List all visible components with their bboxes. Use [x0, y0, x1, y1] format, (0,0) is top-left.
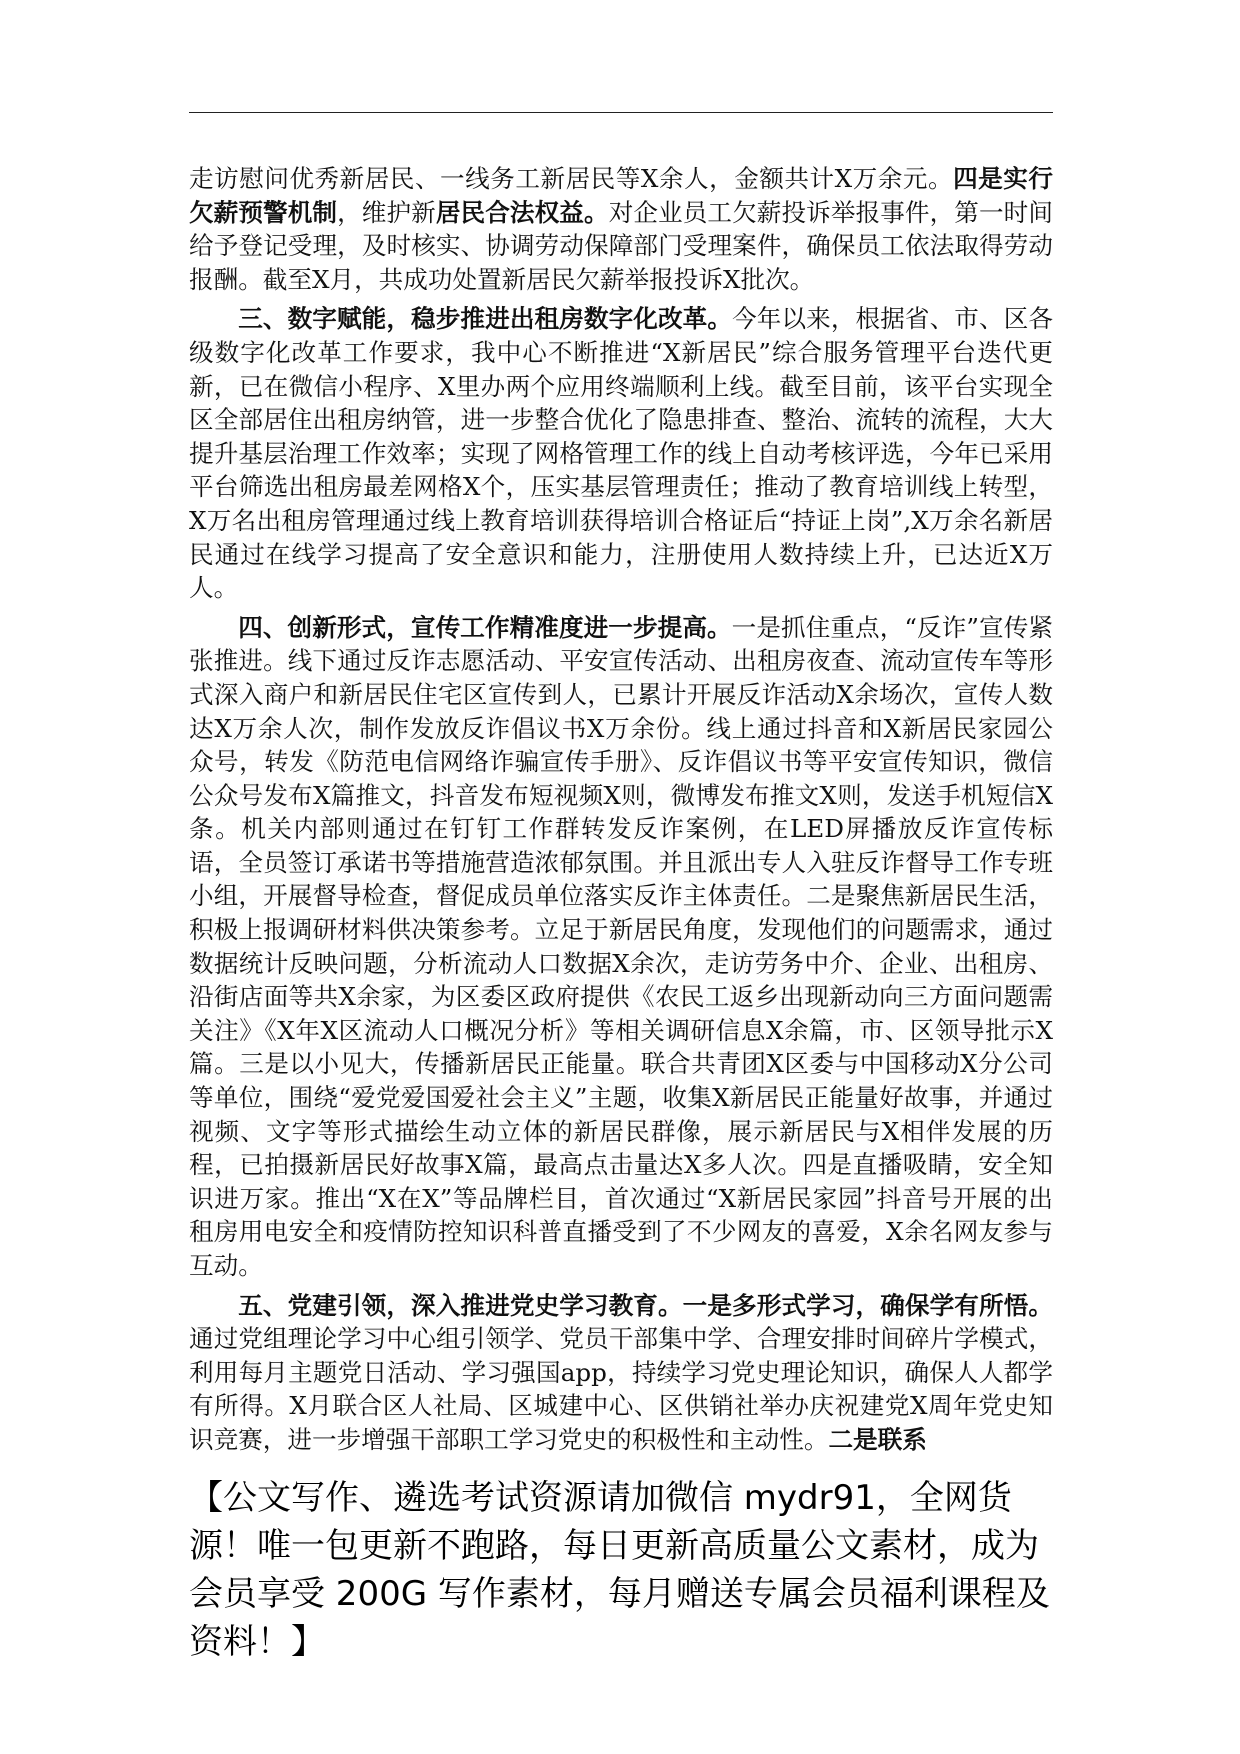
section-heading: 三、数字赋能，稳步推进出租房数字化改革。: [238, 304, 733, 334]
paragraph-text: 一是抓住重点，“反诈”宣传紧张推进。线下通过反诈志愿活动、平安宣传活动、出租房夜查、流动宣传车等形式深入商户和新居民住宅区宣传到人，已累计开展反诈活动X余场次，宣传人数达X万余人次，制作发放反诈倡议书X万余份。线上通过抖音和X新居民家园公众号，转发《防范电信网络诈骗宣传手册》、反诈倡议书等平安宣传知识，微信公众号发布X篇推文，抖音发布短视频X则，微博发布推文X则，发送手机短信X条。机关内部则通过在钉钉工作群转发反诈案例，在LED屏播放反诈宣传标语，全员签订承诺书等措施营造浓郁氛围。并且派出专人入驻反诈督导工作专班小组，开展督导检查，督促成员单位落实反诈主体责任。二是聚焦新居民生活，积极上报调研材料供决策参考。立足于新居民角度，发现他们的问题需求，通过数据统计反映问题，分析流动人口数据X余次，走访劳务中介、企业、出租房、沿街店面等共X余家，为区委区政府提供《农民工返乡出现新动向三方面问题需关注》《X年X区流动人口概况分析》等相关调研信息X余篇，市、区领导批示X篇。三是以小见大，传播新居民正能量。联合共青团X区委与中国移动X分公司等单位，围绕“爱党爱国爱社会主义”主题，收集X新居民正能量好故事，并通过视频、文字等形式描绘生动立体的新居民群像，展示新居民与X相伴发展的历程，已拍摄新居民好故事X篇，最高点击量达X多人次。四是直播吸睛，安全知识进万家。推出“X在X”等品牌栏目，首次通过“X新居民家园”抖音号开展的出租房用电安全和疫情防控知识科普直播受到了不少网友的喜爱，X余名网友参与互动。: [189, 612, 1053, 1280]
bold-subheading: 居民合法权益。: [435, 197, 609, 227]
bold-subheading: 四是实行欠薪预警机制: [189, 164, 1053, 227]
paragraph-section-5: [189, 1289, 1053, 1457]
paragraph-text: ，维护新: [337, 197, 436, 227]
paragraph-text: 对企业员工欠薪投诉举报事件，第一时间给予登记受理，及时核实、协调劳动保障部门受理案件，确保员工依法取得劳动报酬。截至X月，共成功处置新居民欠薪举报投诉X批次。: [189, 197, 1053, 294]
paragraph-text: 通过党组理论学习中心组引领学、党员干部集中学、合理安排时间碎片学模式，利用每月主题党日活动、学习强国app，持续学习党史理论知识，确保人人都学有所得。X月联合区人社局、区城建中心、区供销社举办庆祝建党X周年党史知识竞赛，进一步增强干部职工学习党史的积极性和主动性。: [189, 1324, 1053, 1454]
paragraph-continued: [189, 162, 1053, 296]
bold-subheading: 二是联系: [828, 1424, 927, 1454]
bold-subheading: 一是多形式学习，确保学有所悟。: [682, 1290, 1053, 1320]
paragraph-text: 今年以来，根据省、市、区各级数字化改革工作要求，我中心不断推进“X新居民”综合服务管理平台迭代更新，已在微信小程序、X里办两个应用终端顺利上线。截至目前，该平台实现全区全部居住出租房纳管，进一步整合优化了隐患排查、整治、流转的流程，大大提升基层治理工作效率；实现了网格管理工作的线上自动考核评选，今年已采用平台筛选出租房最差网格X个，压实基层管理责任；推动了教育培训线上转型，X万名出租房管理通过线上教育培训获得培训合格证后“持证上岗”,X万余名新居民通过在线学习提高了安全意识和能力，注册使用人数持续上升，已达近X万人。: [189, 304, 1053, 603]
paragraph-section-4: [189, 611, 1053, 1283]
header-rule: [189, 112, 1053, 113]
paragraph-text: 走访慰问优秀新居民、一线务工新居民等X余人，金额共计X万余元。: [189, 164, 954, 193]
section-heading: 五、党建引领，深入推进党史学习教育。: [238, 1290, 683, 1320]
section-heading: 四、创新形式，宣传工作精准度进一步提高。: [238, 612, 732, 642]
paragraph-section-3: [189, 302, 1053, 604]
document-body: [189, 162, 1053, 1463]
promo-text: 【公文写作、遴选考试资源请加微信 mydr91，全网货源！唯一包更新不跑路，每日更新高质量公文素材，成为会员享受 200G 写作素材，每月赠送专属会员福利课程及资料！】: [189, 1478, 1050, 1662]
